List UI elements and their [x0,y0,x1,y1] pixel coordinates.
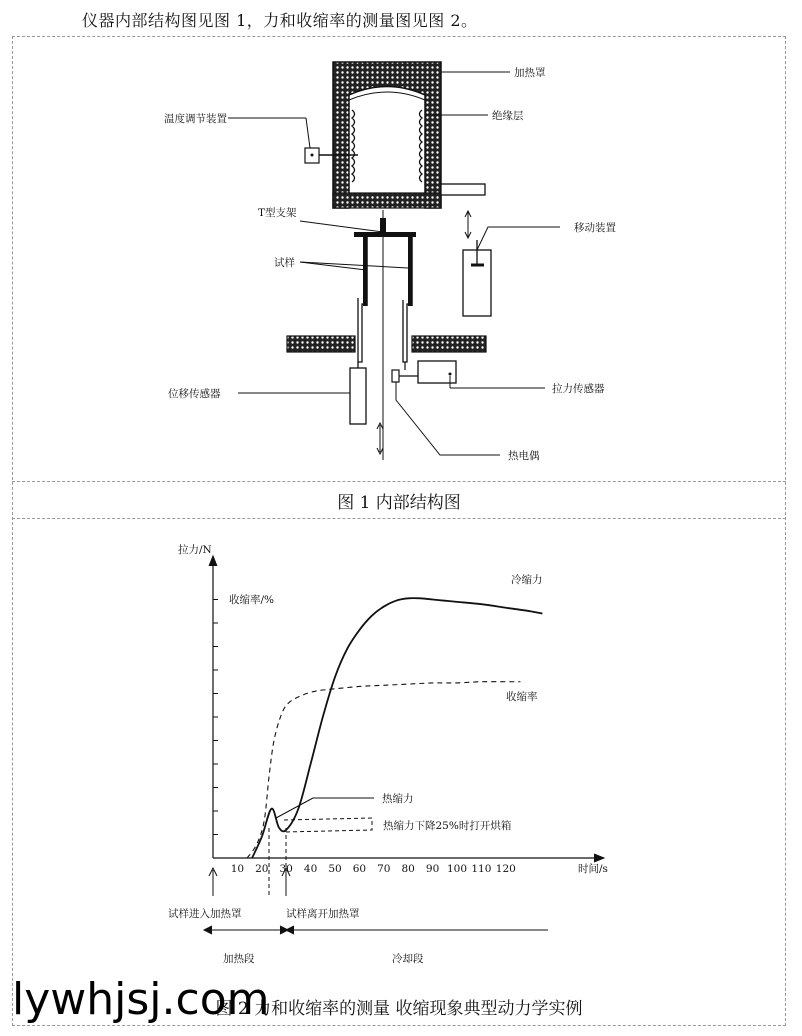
x-tick-label: 110 [471,863,492,875]
y-ticks [213,600,218,835]
label-insulation: 绝缘层 [492,110,524,122]
x-tick-label: 20 [255,863,269,875]
x-tick-label: 120 [495,863,516,875]
annotation-cooling-stage: 冷却段 [392,953,424,965]
label-tension-sensor: 拉力传感器 [552,383,605,395]
series-label-cold-force: 冷缩力 [511,574,543,586]
series-label-shrink-rate: 收缩率 [506,691,538,703]
x-tick-label: 70 [377,863,391,875]
figure1-caption: 图 1 内部结构图 [337,493,461,513]
label-moving-device: 移动装置 [574,222,616,234]
intro-text: 仪器内部结构图见图 1，力和收缩率的测量图见图 2。 [82,11,478,30]
label-heating-hood: 加热罩 [514,67,546,79]
annotation-sample-enter: 试样进入加热罩 [168,908,242,920]
x-axis-label: 时间/s [578,863,608,875]
x-tick-label: 80 [401,863,415,875]
x-tick-label: 100 [446,863,468,875]
watermark-text: lywhjsj.com [12,974,270,1025]
annotation-oven-note: 热缩力下降25%时打开烘箱 [383,820,512,832]
x-tick-label: 60 [352,863,367,875]
label-sample: 试样 [274,257,295,269]
annotation-hot-force: 热缩力 [382,793,414,805]
label-thermocouple: 热电偶 [508,450,540,462]
series-line-cold-force [252,598,542,858]
x-tick-label: 40 [303,863,318,875]
label-displacement-sensor: 位移传感器 [168,388,221,400]
x-ticks [231,863,516,875]
label-t-bracket: T型支架 [258,207,297,219]
y-axis-label-2: 收缩率/% [229,594,275,606]
y-axis-label: 拉力/N [178,544,212,556]
x-tick-label: 10 [230,863,245,875]
x-tick-label: 50 [328,863,342,875]
series-group [247,598,542,858]
x-tick-label: 30 [279,863,293,875]
figure2-caption: 图 2 力和收缩率的测量 收缩现象典型动力学实例 [215,999,583,1019]
label-temp-control: 温度调节装置 [164,113,227,125]
x-tick-label: 90 [425,863,440,875]
annotation-heating-stage: 加热段 [223,953,255,965]
annotation-sample-leave: 试样离开加热罩 [286,908,360,920]
